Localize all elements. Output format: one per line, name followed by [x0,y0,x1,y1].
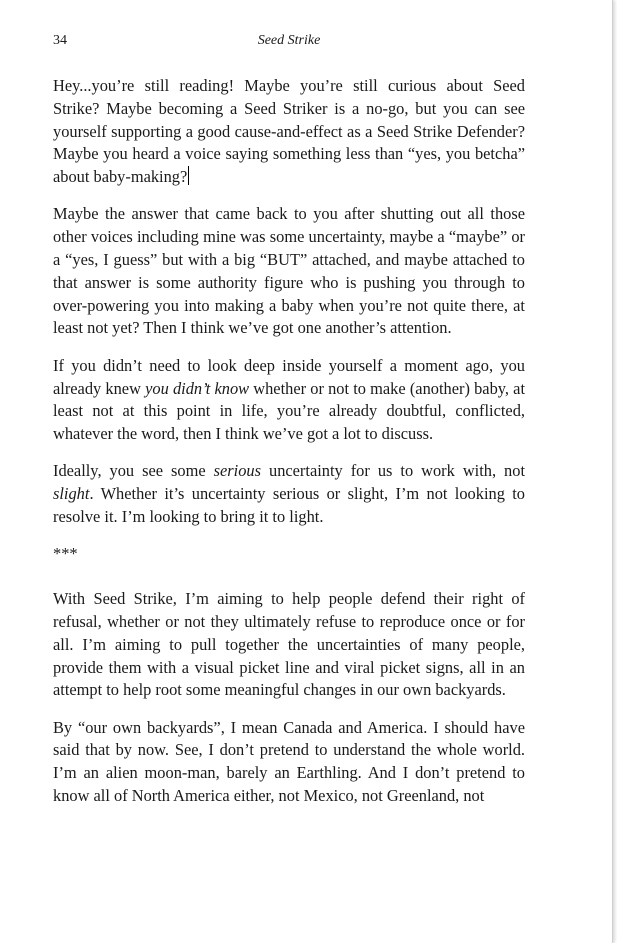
paragraph-1 [53,75,525,189]
paragraph-4 [53,460,525,528]
paragraph-5: With Seed Strike, I’m aiming to help people defend their right of refusal, whether or not they ultimately refuse to reproduce once or for all. I’m aiming to pull together the uncertainties of many people, provide them with a visual picket line and viral picket signs, all in an attempt to help root some meaningful changes in our own backyards. [53,589,525,700]
paragraph-3-text-before: If you didn’t need to look deep inside yourself a moment ago, you already knew [53,355,525,398]
paragraph-4-emphasis-1: serious [213,461,261,481]
running-header [53,33,525,51]
paragraph-3-emphasis: you didn’t know [145,378,250,398]
paragraph-6: By “our own backyards”, I mean Canada and America. I should have said that by now. See, I don’t pretend to understand the whole world. I’m an alien moon-man, barely an Earthling. And I don’t pretend to know all of North America either, not Mexico, not Greenland, not [53,717,525,806]
paragraph-4-part-2: uncertainty for us to work with, not [261,461,525,481]
paragraph-4-emphasis-2: slight [53,484,90,504]
book-title: Seed Strike [257,33,321,48]
paragraph-4-part-1: Ideally, you see some [53,461,214,481]
body-text[interactable] [53,75,525,822]
paragraph-3-text-after: whether or not to make (another) baby, at least not at this point in life, you’re already doubtful, conflicted, whatever the word, then I think we’ve got a lot to discuss. [53,378,526,444]
section-separator: *** [53,544,78,564]
page-number: 34 [53,33,67,48]
paragraph-3 [53,355,525,446]
text-cursor [188,166,189,185]
paragraph-1-text: Hey...you’re still reading! Maybe you’re still curious about Seed Strike? Maybe becoming a Seed Striker is a no-go, but you can see yourself supporting a good cause-and-effect as a Seed Strike Defender? Maybe you heard a voice saying something less than “yes, you betcha” about baby-making? [53,76,525,187]
paragraph-4-part-3: . Whether it’s uncertainty serious or slight, I’m not looking to resolve it. I’m looking to bring it to light. [53,484,525,527]
paragraph-2: Maybe the answer that came back to you after shutting out all those other voices including mine was some uncertainty, maybe a “maybe” or a “yes, I guess” but with a big “BUT” attached, and maybe attached to that answer is some authority figure who is pushing you through to over-powering you into making a baby when you’re not quite there, at least not yet? Then I think we’ve got one another’s attention. [53,204,525,338]
